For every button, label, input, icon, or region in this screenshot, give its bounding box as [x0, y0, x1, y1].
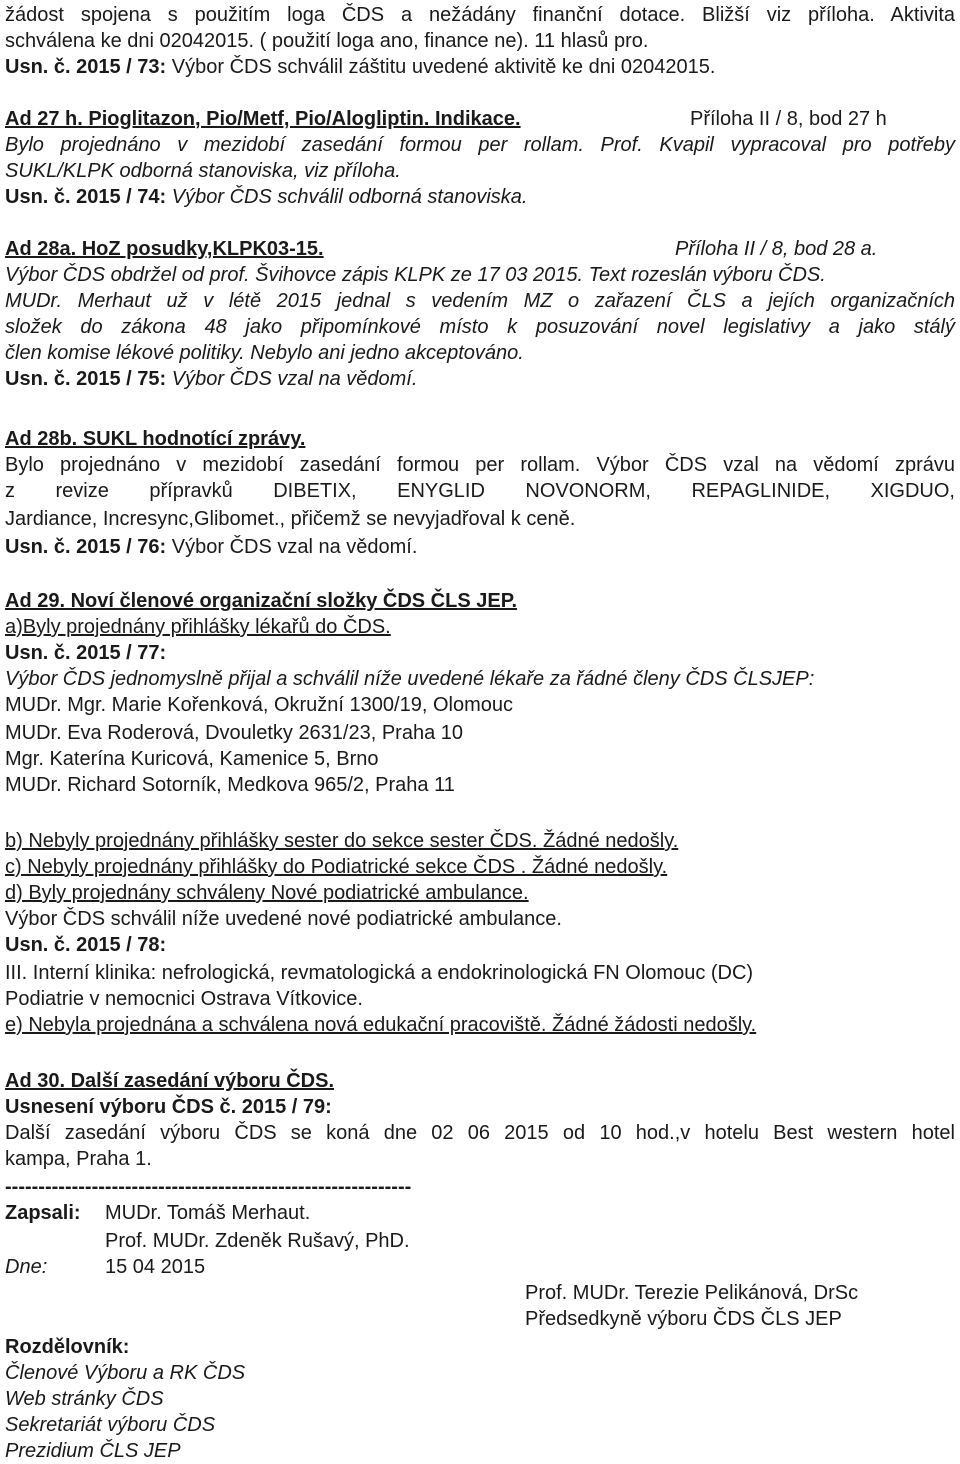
resolution-number: Usn. č. 2015 / 75:: [5, 368, 167, 390]
recorded-by-label: Zapsali:: [5, 1202, 81, 1224]
date-row: [5, 1254, 206, 1280]
section-heading-row: [5, 106, 887, 132]
resolution-number: Usn. č. 2015 / 74:: [5, 186, 167, 208]
attachment-reference: Příloha II / 8, bod 28 a.: [675, 238, 878, 260]
subsection-heading: e) Nebyla projednána a schválena nová edukační pracoviště. Žádné žádosti nedošly.: [5, 1014, 757, 1036]
recorded-by-name: Prof. MUDr. Zdeněk Rušavý, PhD.: [105, 1230, 410, 1252]
resolution-text: Výbor ČDS vzal na vědomí.: [166, 368, 418, 390]
paragraph-line: Výbor ČDS jednomyslně přijal a schválil níže uvedené lékaře za řádné členy ČDS ČLSJEP:: [5, 668, 815, 690]
paragraph-line: III. Interní klinika: nefrologická, revmatologická a endokrinologická FN Olomouc (DC): [5, 962, 754, 984]
paragraph-line: složek do zákona 48 jako připomínkové místo k posuzování novel legislativy a jako stálý: [5, 316, 955, 338]
paragraph-line: Podiatrie v nemocnici Ostrava Vítkovice.: [5, 988, 363, 1010]
signature-name: Prof. MUDr. Terezie Pelikánová, DrSc: [525, 1282, 859, 1304]
paragraph-line: Další zasedání výboru ČDS se koná dne 02 06 2015 od 10 hod.,v hotelu Best western hotel: [5, 1122, 955, 1144]
paragraph-line: schválena ke dni 02042015. ( použití loga ano, finance ne). 11 hlasů pro.: [5, 30, 649, 52]
paragraph-line: Výbor ČDS obdržel od prof. Švihovce zápis KLPK ze 17 03 2015. Text rozeslán výboru ČDS.: [5, 264, 826, 286]
paragraph-line: z revize přípravků DIBETIX, ENYGLID NOVONORM, REPAGLINIDE, XIGDUO,: [5, 480, 955, 502]
paragraph-line: Jardiance, Incresync,Glibomet., přičemž se nevyjadřoval k ceně.: [5, 508, 576, 530]
paragraph-line: kampa, Praha 1.: [5, 1148, 152, 1170]
paragraph-line: Bylo projednáno v mezidobí zasedání formou per rollam. Prof. Kvapil vypracoval pro potřeby: [5, 134, 955, 156]
section-heading-row: [5, 236, 878, 262]
resolution-text: Výbor ČDS schválil odborná stanoviska.: [166, 186, 528, 208]
resolution-line: [5, 54, 715, 80]
paragraph-line: Bylo projednáno v mezidobí zasedání formou per rollam. Výbor ČDS vzal na vědomí zprávu: [5, 454, 955, 476]
signature-title: Předsedkyně výboru ČDS ČLS JEP: [525, 1308, 842, 1330]
paragraph-line: Výbor ČDS schválil níže uvedené nové podiatrické ambulance.: [5, 908, 562, 930]
dashed-separator: -------------------------------------------------------------: [5, 1176, 412, 1198]
resolution-number: Usn. č. 2015 / 73:: [5, 56, 167, 78]
resolution-text: Výbor ČDS vzal na vědomí.: [166, 536, 418, 558]
attachment-reference: Příloha II / 8, bod 27 h: [690, 108, 887, 130]
resolution-number: Usn. č. 2015 / 76:: [5, 536, 167, 558]
paragraph-line: žádost spojena s použitím loga ČDS a nežádány finanční dotace. Bližší viz příloha. Aktivita: [5, 4, 955, 26]
date-label: Dne:: [5, 1256, 48, 1278]
subsection-heading: d) Byly projednány schváleny Nové podiatrické ambulance.: [5, 882, 529, 904]
paragraph-line: MUDr. Merhaut už v létě 2015 jednal s vedením MZ o zařazení ČLS a jejích organizačních: [5, 290, 955, 312]
distribution-item: Web stránky ČDS: [5, 1388, 164, 1410]
resolution-number: Usnesení výboru ČDS č. 2015 / 79:: [5, 1096, 332, 1118]
distribution-heading: Rozdělovník:: [5, 1336, 130, 1358]
member-item: MUDr. Mgr. Marie Kořenková, Okružní 1300/19, Olomouc: [5, 694, 513, 716]
resolution-text: Výbor ČDS schválil záštitu uvedené aktivitě ke dni 02042015.: [166, 56, 716, 78]
resolution-line: [5, 366, 417, 392]
member-item: MUDr. Eva Roderová, Dvouletky 2631/23, Praha 10: [5, 722, 464, 744]
resolution-number: Usn. č. 2015 / 78:: [5, 934, 167, 956]
paragraph-line: člen komise lékové politiky. Nebylo ani jedno akceptováno.: [5, 342, 524, 364]
subsection-heading: a)Byly projednány přihlášky lékařů do ČDS.: [5, 616, 391, 638]
recorded-by-name: MUDr. Tomáš Merhaut.: [105, 1202, 311, 1224]
resolution-number: Usn. č. 2015 / 77:: [5, 642, 167, 664]
resolution-line: [5, 184, 527, 210]
subsection-heading: b) Nebyly projednány přihlášky sester do sekce sester ČDS. Žádné nedošly.: [5, 830, 679, 852]
distribution-item: Členové Výboru a RK ČDS: [5, 1362, 246, 1384]
date-value: 15 04 2015: [105, 1256, 206, 1278]
subsection-heading: c) Nebyly projednány přihlášky do Podiatrické sekce ČDS . Žádné nedošly.: [5, 856, 668, 878]
paragraph-line: SUKL/KLPK odborná stanoviska, viz příloha.: [5, 160, 401, 182]
resolution-line: [5, 534, 417, 560]
recorded-by-row: [5, 1200, 311, 1226]
section-heading: Ad 28b. SUKL hodnotící zprávy.: [5, 428, 306, 450]
member-item: MUDr. Richard Sotorník, Medkova 965/2, Praha 11: [5, 774, 455, 796]
section-heading: Ad 28a. HoZ posudky,KLPK03-15.: [5, 238, 324, 260]
distribution-item: Prezidium ČLS JEP: [5, 1440, 181, 1462]
section-heading: Ad 27 h. Pioglitazon, Pio/Metf, Pio/Alogliptin. Indikace.: [5, 108, 521, 130]
section-heading: Ad 29. Noví členové organizační složky ČDS ČLS JEP.: [5, 590, 518, 612]
member-item: Mgr. Katerína Kuricová, Kamenice 5, Brno: [5, 748, 379, 770]
distribution-item: Sekretariát výboru ČDS: [5, 1414, 216, 1436]
section-heading: Ad 30. Další zasedání výboru ČDS.: [5, 1070, 334, 1092]
